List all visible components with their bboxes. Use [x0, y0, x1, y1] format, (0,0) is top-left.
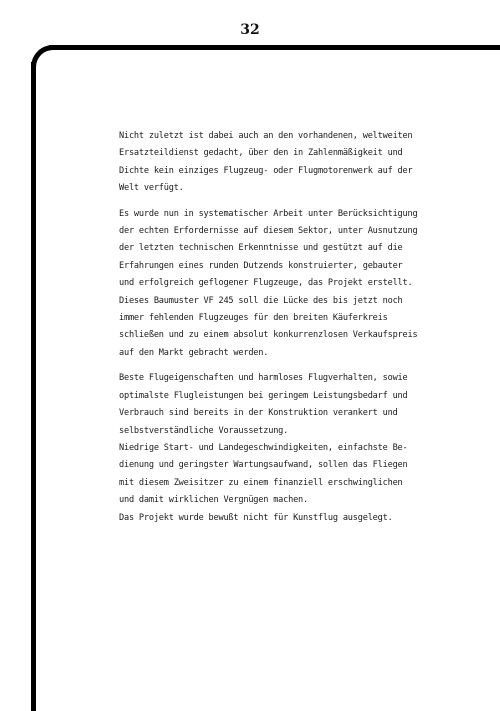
body-text: [119, 128, 469, 527]
paragraph-spare-parts: [119, 128, 469, 198]
text-line: Das Projekt wurde bewußt nicht für Kunstflug ausgelegt.: [119, 512, 393, 523]
text-line: Niedrige Start- und Landegeschwindigkeiten, einfachste Be-: [119, 442, 408, 453]
text-line: selbstverständliche Voraussetzung.: [119, 425, 289, 436]
frame-corner: [31, 45, 67, 81]
text-line: mit diesem Zweisitzer zu einem finanziell erschwinglichen: [119, 477, 403, 488]
frame-left-border: [31, 62, 36, 711]
text-line: auf den Markt gebracht werden.: [119, 347, 269, 358]
text-line: der letzten technischen Erkenntnisse und gestützt auf die: [119, 243, 403, 254]
text-line: immer fehlenden Flugzeuges für den breiten Käuferkreis: [119, 313, 388, 324]
text-line: Ersatzteildienst gedacht, über den in Zahlenmäßigkeit und: [119, 148, 403, 159]
text-line: Dieses Baumuster VF 245 soll die Lücke des bis jetzt noch: [119, 295, 403, 306]
text-line: Es wurde nun in systematischer Arbeit unter Berücksichtigung: [119, 208, 418, 219]
text-line: Beste Flugeigenschaften und harmloses Flugverhalten, sowie: [119, 373, 408, 384]
paragraph-operation: [119, 440, 469, 510]
text-line: und erfolgreich geflogener Flugzeuge, das Projekt erstellt.: [119, 278, 413, 289]
frame-top-border: [49, 45, 500, 50]
paragraph-project: [119, 206, 469, 363]
text-line: dienung und geringster Wartungsaufwand, sollen das Fliegen: [119, 460, 408, 471]
text-line: optimalste Flugleistungen bei geringem Leistungsbedarf und: [119, 390, 408, 401]
paragraph-aerobatics: [119, 510, 469, 527]
text-line: Verbrauch sind bereits in der Konstruktion verankert und: [119, 408, 398, 419]
paragraph-flight-characteristics: [119, 370, 469, 440]
text-line: Erfahrungen eines runden Dutzends konstruierter, gebauter: [119, 260, 403, 271]
text-line: Welt verfügt.: [119, 183, 184, 194]
page-number: 32: [240, 22, 260, 38]
text-line: der echten Erfordernisse auf diesem Sektor, unter Ausnutzung: [119, 226, 418, 237]
text-line: Nicht zuletzt ist dabei auch an den vorhandenen, weltweiten: [119, 131, 413, 141]
text-line: schließen und zu einem absolut konkurrenzlosen Verkaufspreis: [119, 330, 418, 341]
text-line: Dichte kein einziges Flugzeug- oder Flugmotorenwerk auf der: [119, 165, 413, 176]
text-line: und damit wirklichen Vergnügen machen.: [119, 495, 309, 506]
